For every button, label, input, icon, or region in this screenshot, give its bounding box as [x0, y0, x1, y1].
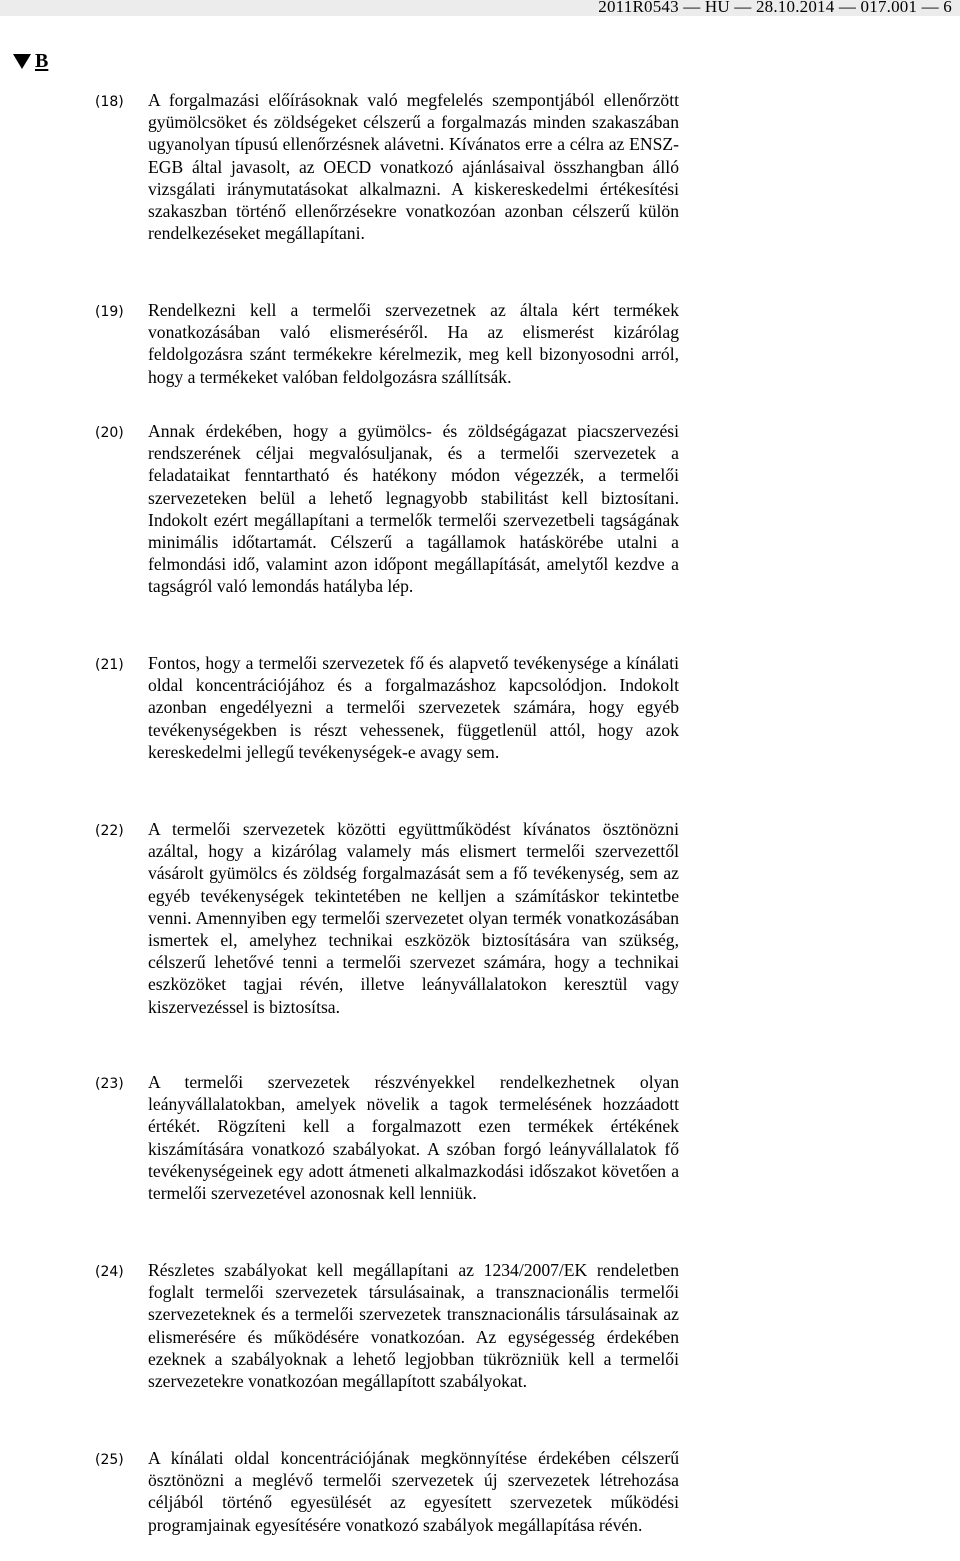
recital-text: A kínálati oldal koncentrációjának megkönnyítése érdekében célszerű ösztönözni a meglévő termelői szervezetek új szervezetek létrehozása céljából történő egyesülését az egyesített szervezetek működési programjainak egyesítésére vonatkozó szabályok megállapítása révén. — [148, 1448, 679, 1535]
recital-text: Rendelkezni kell a termelői szervezetnek az általa kért termékek vonatkozásában való elismeréséről. Ha az elismerést kizárólag feldolgozásra szánt termékekre kérelmezik, meg kell bizonyosodni arról, hogy a termékeket valóban feldolgozásra szállítsák. — [148, 300, 679, 387]
recital-text: A termelői szervezetek közötti együttműködést kívánatos ösztönözni azáltal, hogy a kizárólag valamely más elismert termelői szervezettől vásárolt gyümölcs és zöldség forgalmazását sem a fő tevékenység, sem az egyéb tevékenységek tekintetében ne kelljen a számításkor tekintetbe venni. Amennyiben egy termelői szervezetet olyan termék vonatkozásában ismertek el, amelyhez technikai eszközök biztosítására van szükség, célszerű lehetővé tenni a termelői szervezet számára, hogy a technikai eszközöket tagjai révén, illetve leányvállalatokon keresztül vagy kiszervezéssel is biztosítsa. — [148, 819, 679, 1017]
triangle-down-icon — [13, 54, 31, 69]
amendment-marker-label: B — [35, 50, 49, 72]
recital-number: (24) — [95, 1264, 124, 1280]
document-reference: 2011R0543 — HU — 28.10.2014 — 017.001 — 6 — [598, 0, 952, 16]
recital-text: A termelői szervezetek részvényekkel rendelkezhetnek olyan leányvállalatokban, amelyek növelik a tagok termelésének hozzáadott értékét. Rögzíteni kell a forgalmazott ezen termékek értékének kiszámítására vonatkozó szabályokat. A szóban forgó leányvállalatok fő tevékenységeinek egy adott átmeneti alkalmazkodási időszakot követően a termelői szervezetével azonosnak kell lenniük. — [148, 1072, 679, 1204]
page-header — [0, 0, 960, 16]
recital-number: (19) — [95, 304, 124, 320]
recital-number: (22) — [95, 823, 124, 839]
recital-text: Részletes szabályokat kell megállapítani az 1234/2007/EK rendeletben foglalt termelői szervezetek társulásainak, a transznacionális termelői szervezeteknek és a termelői szervezetek transznacionális társulásainak az elismerésére és működésére vonatkozóan. Az egységesség érdekében ezeknek a szabályoknak a lehető legjobban tükrözniük kell a termelői szervezetekre vonatkozóan megállapított szabályokat. — [148, 1260, 679, 1392]
recital-text: Annak érdekében, hogy a gyümölcs- és zöldségágazat piacszervezési rendszerének céljai megvalósuljanak, és a termelői szervezetek a feladataikat fenntartható és hatékony módon végezzék, a termelői szervezeteken belül a lehető legnagyobb stabilitást kell biztosítani. Indokolt ezért megállapítani a termelők termelői szervezetbeli tagságának minimális időtartamát. Célszerű a tagállamok hatáskörébe utalni a felmondási idő, valamint azon időpont megállapítását, amelytől kezdve a tagságról való lemondás hatályba lép. — [148, 421, 679, 597]
recital-number: (21) — [95, 657, 124, 673]
recital-text: Fontos, hogy a termelői szervezetek fő és alapvető tevékenysége a kínálati oldal koncentrációjához és a forgalmazáshoz kapcsolódjon. Indokolt azonban engedélyezni a termelői szervezetek számára, hogy egyéb tevékenységekben is részt vehessenek, függetlenül attól, hogy azok kereskedelmi jellegű tevékenységek-e avagy sem. — [148, 653, 679, 762]
recital-number: (23) — [95, 1076, 124, 1092]
recital-number: (18) — [95, 94, 124, 110]
recital-number: (20) — [95, 425, 124, 441]
recital-number: (25) — [95, 1452, 124, 1468]
recital-text: A forgalmazási előírásoknak való megfelelés szempontjából ellenőrzött gyümölcsöket és zöldségeket célszerű a forgalmazás minden szakaszában ugyanolyan típusú ellenőrzésnek alávetni. Kívánatos erre a célra az ENSZ-EGB által javasolt, az OECD vonatkozó ajánlásaival összhangban álló vizsgálati iránymutatásokat alkalmazni. A kiskereskedelmi értékesítési szakaszban történő ellenőrzésekre vonatkozóan azonban célszerű külön rendelkezéseket megállapítani. — [148, 90, 679, 244]
amendment-marker — [13, 50, 48, 73]
